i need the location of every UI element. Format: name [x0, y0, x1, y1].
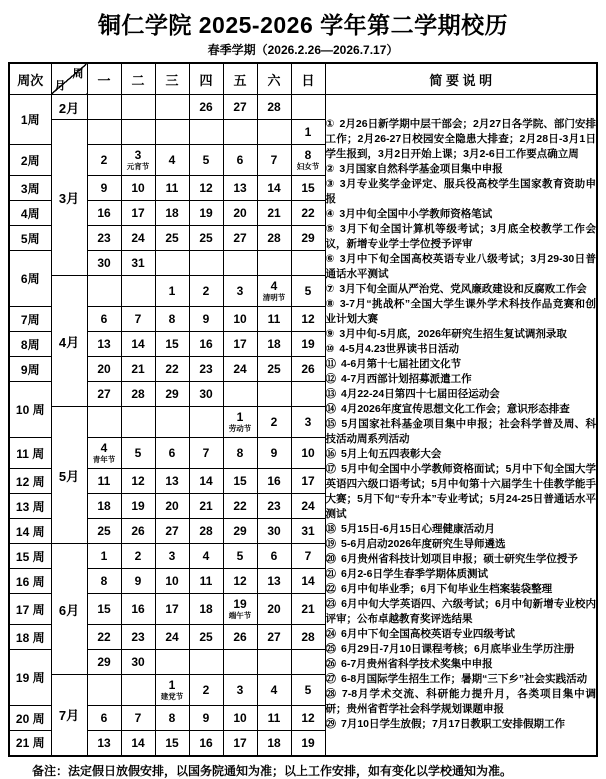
header-day-sun: 日: [291, 63, 325, 95]
day-cell: 23: [189, 357, 223, 382]
week-label: 15 周: [9, 544, 51, 569]
week-label: 1周: [9, 95, 51, 145]
day-cell: 26: [121, 519, 155, 544]
day-cell: 11: [189, 569, 223, 594]
day-cell: 10: [223, 307, 257, 332]
day-cell: 14: [121, 731, 155, 756]
note-number: ⑥: [325, 253, 335, 266]
header-week-col: 周次: [9, 63, 51, 95]
note-item: ⑬ 4月22-24日第四十七届田径运动会: [325, 388, 500, 401]
note-number: ㉕: [325, 643, 336, 656]
day-cell: 25: [189, 226, 223, 251]
day-cell: 7: [291, 544, 325, 569]
day-cell: 30: [189, 382, 223, 407]
note-item: ⑪ 4-6月第十七届社团文化节: [325, 358, 462, 371]
day-cell: 5: [291, 276, 325, 307]
note-item: ⑧ 3-7月“挑战杯”全国大学生课外学术科技作品竞赛和创业计划大赛: [325, 298, 596, 326]
header-day-sat: 六: [257, 63, 291, 95]
note-number: ㉓: [325, 598, 337, 611]
day-cell: 16: [87, 201, 121, 226]
day-number: 4: [100, 441, 108, 455]
day-cell: 8: [155, 307, 189, 332]
day-cell: 3: [291, 407, 325, 438]
week-label: 18 周: [9, 625, 51, 650]
day-cell: [87, 120, 121, 145]
note-number: ⑯: [325, 448, 336, 461]
day-cell: 10: [155, 569, 189, 594]
day-cell: [291, 382, 325, 407]
day-cell: 25: [155, 226, 189, 251]
note-item: ① 2月26日新学期中层干部会；2月27日各学院、部门安排工作；2月26-27日校园安全隐患大排查；2月28日-3月1日学生报到，3月2日开始上课；3月2-6日工作要点确立周: [325, 118, 596, 161]
day-cell: 5: [223, 544, 257, 569]
note-number: ⑤: [325, 223, 335, 236]
day-cell: 28: [291, 625, 325, 650]
month-label: 5月: [51, 407, 87, 544]
day-cell: [223, 594, 257, 625]
day-cell: 6: [223, 145, 257, 176]
day-cell: 6: [257, 544, 291, 569]
day-cell: 9: [189, 307, 223, 332]
header-day-mon: 一: [87, 63, 121, 95]
note-item: ㉔ 6月中下旬全国高校英语专业四级考试: [325, 628, 515, 641]
day-cell: 3: [155, 544, 189, 569]
note-number: ⑧: [325, 298, 335, 311]
day-cell: 16: [189, 332, 223, 357]
day-cell: 13: [87, 332, 121, 357]
day-cell: 12: [223, 569, 257, 594]
week-label: 11 周: [9, 438, 51, 469]
day-cell: 8: [87, 569, 121, 594]
note-item: ⑲ 5-6月启动2026年度研究生导师遴选: [325, 538, 506, 551]
day-cell: 14: [257, 176, 291, 201]
day-cell: [223, 407, 257, 438]
day-cell: 26: [189, 95, 223, 120]
day-cell: 18: [189, 594, 223, 625]
day-cell: 14: [189, 469, 223, 494]
calendar-row: [9, 95, 597, 120]
day-cell: 22: [155, 357, 189, 382]
day-cell: 19: [291, 731, 325, 756]
note-number: ⑨: [325, 328, 335, 341]
day-number: 19: [233, 597, 247, 611]
day-cell: [121, 675, 155, 706]
note-item: ㉕ 6月29日-7月10日课程考核；6月底毕业生学历注册: [325, 643, 575, 656]
note-number: ⑫: [325, 373, 336, 386]
note-item: ⑯ 5月上旬五四表彰大会: [325, 448, 442, 461]
day-cell: 4: [155, 145, 189, 176]
day-cell: 17: [223, 731, 257, 756]
day-cell: 3: [223, 675, 257, 706]
day-cell: [87, 407, 121, 438]
day-cell: 27: [87, 382, 121, 407]
day-cell: 11: [257, 706, 291, 731]
note-number: ㉙: [325, 718, 336, 731]
week-label: 4周: [9, 201, 51, 226]
day-cell: 10: [223, 706, 257, 731]
week-label: 21 周: [9, 731, 51, 756]
day-cell: [155, 95, 189, 120]
week-label: 7周: [9, 307, 51, 332]
note-number: ㉘: [325, 688, 337, 701]
month-label: 4月: [51, 276, 87, 407]
day-cell: [87, 675, 121, 706]
note-item: ⑤ 3月下旬全国计算机等级考试；3月底全校教学工作会议，新增专业学士学位授予评审: [325, 223, 596, 251]
holiday-label: 清明节: [262, 293, 286, 302]
day-cell: 13: [87, 731, 121, 756]
day-cell: [291, 650, 325, 675]
note-number: ㉑: [325, 568, 336, 581]
day-cell: 29: [155, 382, 189, 407]
day-number: 3: [134, 148, 142, 162]
note-item: ㉒ 6月中旬毕业季；6月下旬毕业生档案装袋整理: [325, 583, 553, 596]
week-label: 2周: [9, 145, 51, 176]
note-item: ⑳ 6月贵州省科技计划项目申报；硕士研究生学位授予: [325, 553, 578, 566]
day-cell: 1: [291, 120, 325, 145]
day-cell: 18: [257, 731, 291, 756]
header-day-wed: 三: [155, 63, 189, 95]
day-cell: 29: [87, 650, 121, 675]
day-cell: 15: [291, 176, 325, 201]
day-cell: 21: [291, 594, 325, 625]
day-cell: [87, 95, 121, 120]
note-item: ② 3月国家自然科学基金项目集中申报: [325, 163, 503, 176]
note-item: ㉓ 6月中旬大学英语四、六级考试；6月中旬新增专业校内评审；公布卓越教育奖评选结果: [325, 598, 596, 626]
day-cell: [257, 650, 291, 675]
page-title: 铜仁学院 2025-2026 学年第二学期校历: [97, 12, 509, 38]
week-label: 6周: [9, 251, 51, 307]
note-item: ⑭ 4月2026年度宣传思想文化工作会；意识形态排查: [325, 403, 570, 416]
day-cell: 30: [87, 251, 121, 276]
note-item: ㉑ 6月2-6日学生春季学期体质测试: [325, 568, 489, 581]
day-cell: 7: [121, 307, 155, 332]
academic-calendar-table: [8, 62, 598, 757]
day-cell: 2: [87, 145, 121, 176]
note-number: ㉔: [325, 628, 336, 641]
week-label: 12 周: [9, 469, 51, 494]
note-number: ⑰: [325, 463, 337, 476]
day-cell: 15: [87, 594, 121, 625]
note-item: ④ 3月中旬全国中小学教师资格笔试: [325, 208, 493, 221]
day-cell: 1: [155, 276, 189, 307]
day-cell: 17: [155, 594, 189, 625]
day-cell: 19: [291, 332, 325, 357]
day-cell: 7: [189, 438, 223, 469]
day-cell: 2: [189, 675, 223, 706]
note-item: ㉙ 7月10日学生放假；7月17日教职工安排假期工作: [325, 718, 566, 731]
day-cell: [121, 407, 155, 438]
day-cell: [189, 251, 223, 276]
day-cell: 10: [121, 176, 155, 201]
note-number: ③: [325, 178, 335, 191]
day-cell: 27: [223, 226, 257, 251]
day-cell: 17: [291, 469, 325, 494]
day-cell: [155, 650, 189, 675]
day-cell: 30: [121, 650, 155, 675]
day-cell: 7: [257, 145, 291, 176]
day-cell: 19: [189, 201, 223, 226]
holiday-label: 建党节: [160, 692, 184, 701]
note-number: ⑳: [325, 553, 336, 566]
day-cell: 17: [223, 332, 257, 357]
week-label: 14 周: [9, 519, 51, 544]
day-cell: 9: [121, 569, 155, 594]
day-cell: 16: [189, 731, 223, 756]
note-number: ㉗: [325, 673, 336, 686]
note-number: ⑬: [325, 388, 336, 401]
holiday-label: 劳动节: [228, 424, 252, 433]
note-number: ⑦: [325, 283, 335, 296]
day-cell: 9: [257, 438, 291, 469]
day-cell: [87, 276, 121, 307]
note-number: ⑱: [325, 523, 336, 536]
month-label: 6月: [51, 544, 87, 675]
day-cell: 21: [121, 357, 155, 382]
day-cell: 26: [223, 625, 257, 650]
day-cell: [155, 251, 189, 276]
header-notes-col: 简 要 说 明: [325, 63, 597, 95]
day-cell: 28: [189, 519, 223, 544]
note-number: ⑩: [325, 343, 335, 356]
day-cell: 20: [87, 357, 121, 382]
day-cell: [189, 120, 223, 145]
day-cell: 4: [189, 544, 223, 569]
notes-column: [325, 95, 597, 756]
note-number: ②: [325, 163, 335, 176]
day-cell: 5: [189, 145, 223, 176]
day-cell: 15: [155, 731, 189, 756]
week-label: 10 周: [9, 382, 51, 438]
day-cell: 24: [223, 357, 257, 382]
note-item: ⑨ 3月中旬-5月底，2026年研究生招生复试调剂录取: [325, 328, 567, 341]
day-cell: 13: [257, 569, 291, 594]
day-cell: 12: [189, 176, 223, 201]
note-item: ⑱ 5月15日-6月15日心理健康活动月: [325, 523, 496, 536]
note-item: ㉖ 6-7月贵州省科学技术奖集中申报: [325, 658, 493, 671]
holiday-label: 妇女节: [296, 162, 320, 171]
note-item: ㉘ 7-8月学术交流、科研能力提升月，各类项目集中调研；贵州省哲学社会科学规划课题申报: [325, 688, 597, 716]
day-cell: [87, 438, 121, 469]
note-item: ⑮ 5月国家社科基金项目集中申报；社会科学普及周、科技活动周系列活动: [325, 418, 597, 446]
diagonal-label-month: 月: [54, 80, 66, 92]
day-cell: 27: [257, 625, 291, 650]
day-cell: 15: [223, 469, 257, 494]
day-cell: 13: [223, 176, 257, 201]
day-cell: 20: [223, 201, 257, 226]
holiday-label: 元宵节: [126, 162, 150, 171]
day-cell: 10: [291, 438, 325, 469]
day-cell: 3: [223, 276, 257, 307]
day-cell: 18: [155, 201, 189, 226]
day-cell: 28: [257, 226, 291, 251]
day-cell: [223, 650, 257, 675]
month-label: 2月: [51, 95, 87, 120]
note-number: ⑭: [325, 403, 336, 416]
day-cell: 18: [257, 332, 291, 357]
day-cell: 9: [189, 706, 223, 731]
note-number: ㉖: [325, 658, 336, 671]
diagonal-label-week: 周: [72, 68, 84, 80]
week-label: 20 周: [9, 706, 51, 731]
day-number: 8: [304, 148, 312, 162]
day-cell: 29: [291, 226, 325, 251]
day-number: 1: [236, 410, 244, 424]
day-cell: [291, 251, 325, 276]
day-cell: 17: [121, 201, 155, 226]
week-label: 8周: [9, 332, 51, 357]
day-cell: 21: [189, 494, 223, 519]
day-cell: [155, 120, 189, 145]
day-cell: [121, 95, 155, 120]
day-cell: 21: [257, 201, 291, 226]
day-cell: [257, 251, 291, 276]
day-cell: 6: [87, 307, 121, 332]
day-cell: 25: [257, 357, 291, 382]
week-label: 19 周: [9, 650, 51, 706]
note-item: ㉗ 6-8月国际学生招生工作；暑期“三下乡”社会实践活动: [325, 673, 588, 686]
day-cell: [121, 276, 155, 307]
week-label: 9周: [9, 357, 51, 382]
day-cell: 6: [87, 706, 121, 731]
header-day-thu: 四: [189, 63, 223, 95]
note-number: ⑪: [325, 358, 336, 371]
day-cell: [189, 407, 223, 438]
day-cell: 31: [121, 251, 155, 276]
note-item: ⑥ 3月中下旬全国高校英语专业八级考试；3月29-30日普通话水平测试: [325, 253, 596, 281]
day-cell: 18: [87, 494, 121, 519]
day-cell: 22: [87, 625, 121, 650]
day-cell: [155, 407, 189, 438]
note-number: ㉒: [325, 583, 336, 596]
note-number: ①: [325, 118, 335, 131]
day-cell: 14: [121, 332, 155, 357]
day-cell: 23: [121, 625, 155, 650]
day-cell: 30: [257, 519, 291, 544]
day-cell: [121, 145, 155, 176]
day-cell: 22: [223, 494, 257, 519]
day-cell: [257, 382, 291, 407]
note-number: ⑲: [325, 538, 336, 551]
day-cell: 29: [223, 519, 257, 544]
day-cell: 27: [223, 95, 257, 120]
day-cell: 16: [121, 594, 155, 625]
day-cell: 1: [87, 544, 121, 569]
day-cell: 24: [155, 625, 189, 650]
page-subtitle: 春季学期（2026.2.26—2026.7.17）: [207, 43, 399, 57]
day-cell: 4: [257, 675, 291, 706]
day-cell: 2: [257, 407, 291, 438]
note-number: ⑮: [325, 418, 337, 431]
day-cell: 7: [121, 706, 155, 731]
day-cell: 2: [189, 276, 223, 307]
note-item: ⑩ 4-5月4.23世界读书日活动: [325, 343, 460, 356]
day-cell: 9: [87, 176, 121, 201]
month-label: 7月: [51, 675, 87, 756]
day-cell: 2: [121, 544, 155, 569]
day-cell: 8: [223, 438, 257, 469]
day-number: 1: [168, 678, 176, 692]
day-cell: 12: [291, 706, 325, 731]
day-cell: [257, 120, 291, 145]
day-cell: [155, 675, 189, 706]
day-cell: 11: [87, 469, 121, 494]
day-cell: 31: [291, 519, 325, 544]
day-cell: [189, 650, 223, 675]
header-day-fri: 五: [223, 63, 257, 95]
day-cell: 24: [291, 494, 325, 519]
day-cell: 20: [257, 594, 291, 625]
day-cell: [291, 95, 325, 120]
day-cell: 11: [257, 307, 291, 332]
day-cell: 25: [189, 625, 223, 650]
week-label: 17 周: [9, 594, 51, 625]
day-cell: 28: [121, 382, 155, 407]
day-cell: 16: [257, 469, 291, 494]
day-cell: 6: [155, 438, 189, 469]
note-item: ⑦ 3月下旬全面从严治党、党风廉政建设和反腐败工作会: [325, 283, 587, 296]
note-number: ④: [325, 208, 335, 221]
day-cell: 25: [87, 519, 121, 544]
day-cell: 12: [121, 469, 155, 494]
day-cell: 11: [155, 176, 189, 201]
day-cell: 5: [121, 438, 155, 469]
day-cell: [223, 251, 257, 276]
holiday-label: 端午节: [228, 611, 252, 620]
week-label: 5周: [9, 226, 51, 251]
note-item: ⑫ 4-7月西部计划招募派遣工作: [325, 373, 472, 386]
day-cell: 15: [155, 332, 189, 357]
holiday-label: 青年节: [92, 455, 116, 464]
day-cell: [121, 120, 155, 145]
header-month-week-diagonal: [51, 63, 87, 95]
day-cell: 19: [121, 494, 155, 519]
day-cell: 12: [291, 307, 325, 332]
day-cell: 14: [291, 569, 325, 594]
footer-note: 备注：法定假日放假安排，以国务院通知为准；以上工作安排，如有变化以学校通知为准。: [32, 763, 513, 778]
day-cell: 27: [155, 519, 189, 544]
month-label: 3月: [51, 120, 87, 276]
day-cell: [223, 120, 257, 145]
week-label: 16 周: [9, 569, 51, 594]
day-cell: 28: [257, 95, 291, 120]
day-cell: 23: [257, 494, 291, 519]
table-header-row: [9, 63, 597, 95]
day-cell: 22: [291, 201, 325, 226]
week-label: 3周: [9, 176, 51, 201]
day-cell: 5: [291, 675, 325, 706]
day-cell: [223, 382, 257, 407]
day-number: 4: [270, 279, 278, 293]
day-cell: 20: [155, 494, 189, 519]
day-cell: [257, 276, 291, 307]
note-item: ③ 3月专业奖学金评定、服兵役高校学生国家教育资助申报: [325, 178, 596, 206]
header-day-tue: 二: [121, 63, 155, 95]
day-cell: 26: [291, 357, 325, 382]
note-item: ⑰ 5月中旬全国中小学教师资格面试；5月中下旬全国大学英语四六级口语考试；5月中旬第十六届学生十佳教学能手大赛；5月下旬“专升本”专业考试；5月24-25日普通话水平测试: [325, 463, 596, 521]
day-cell: [291, 145, 325, 176]
day-cell: 8: [155, 706, 189, 731]
week-label: 13 周: [9, 494, 51, 519]
day-cell: 24: [121, 226, 155, 251]
day-cell: 13: [155, 469, 189, 494]
day-cell: 23: [87, 226, 121, 251]
